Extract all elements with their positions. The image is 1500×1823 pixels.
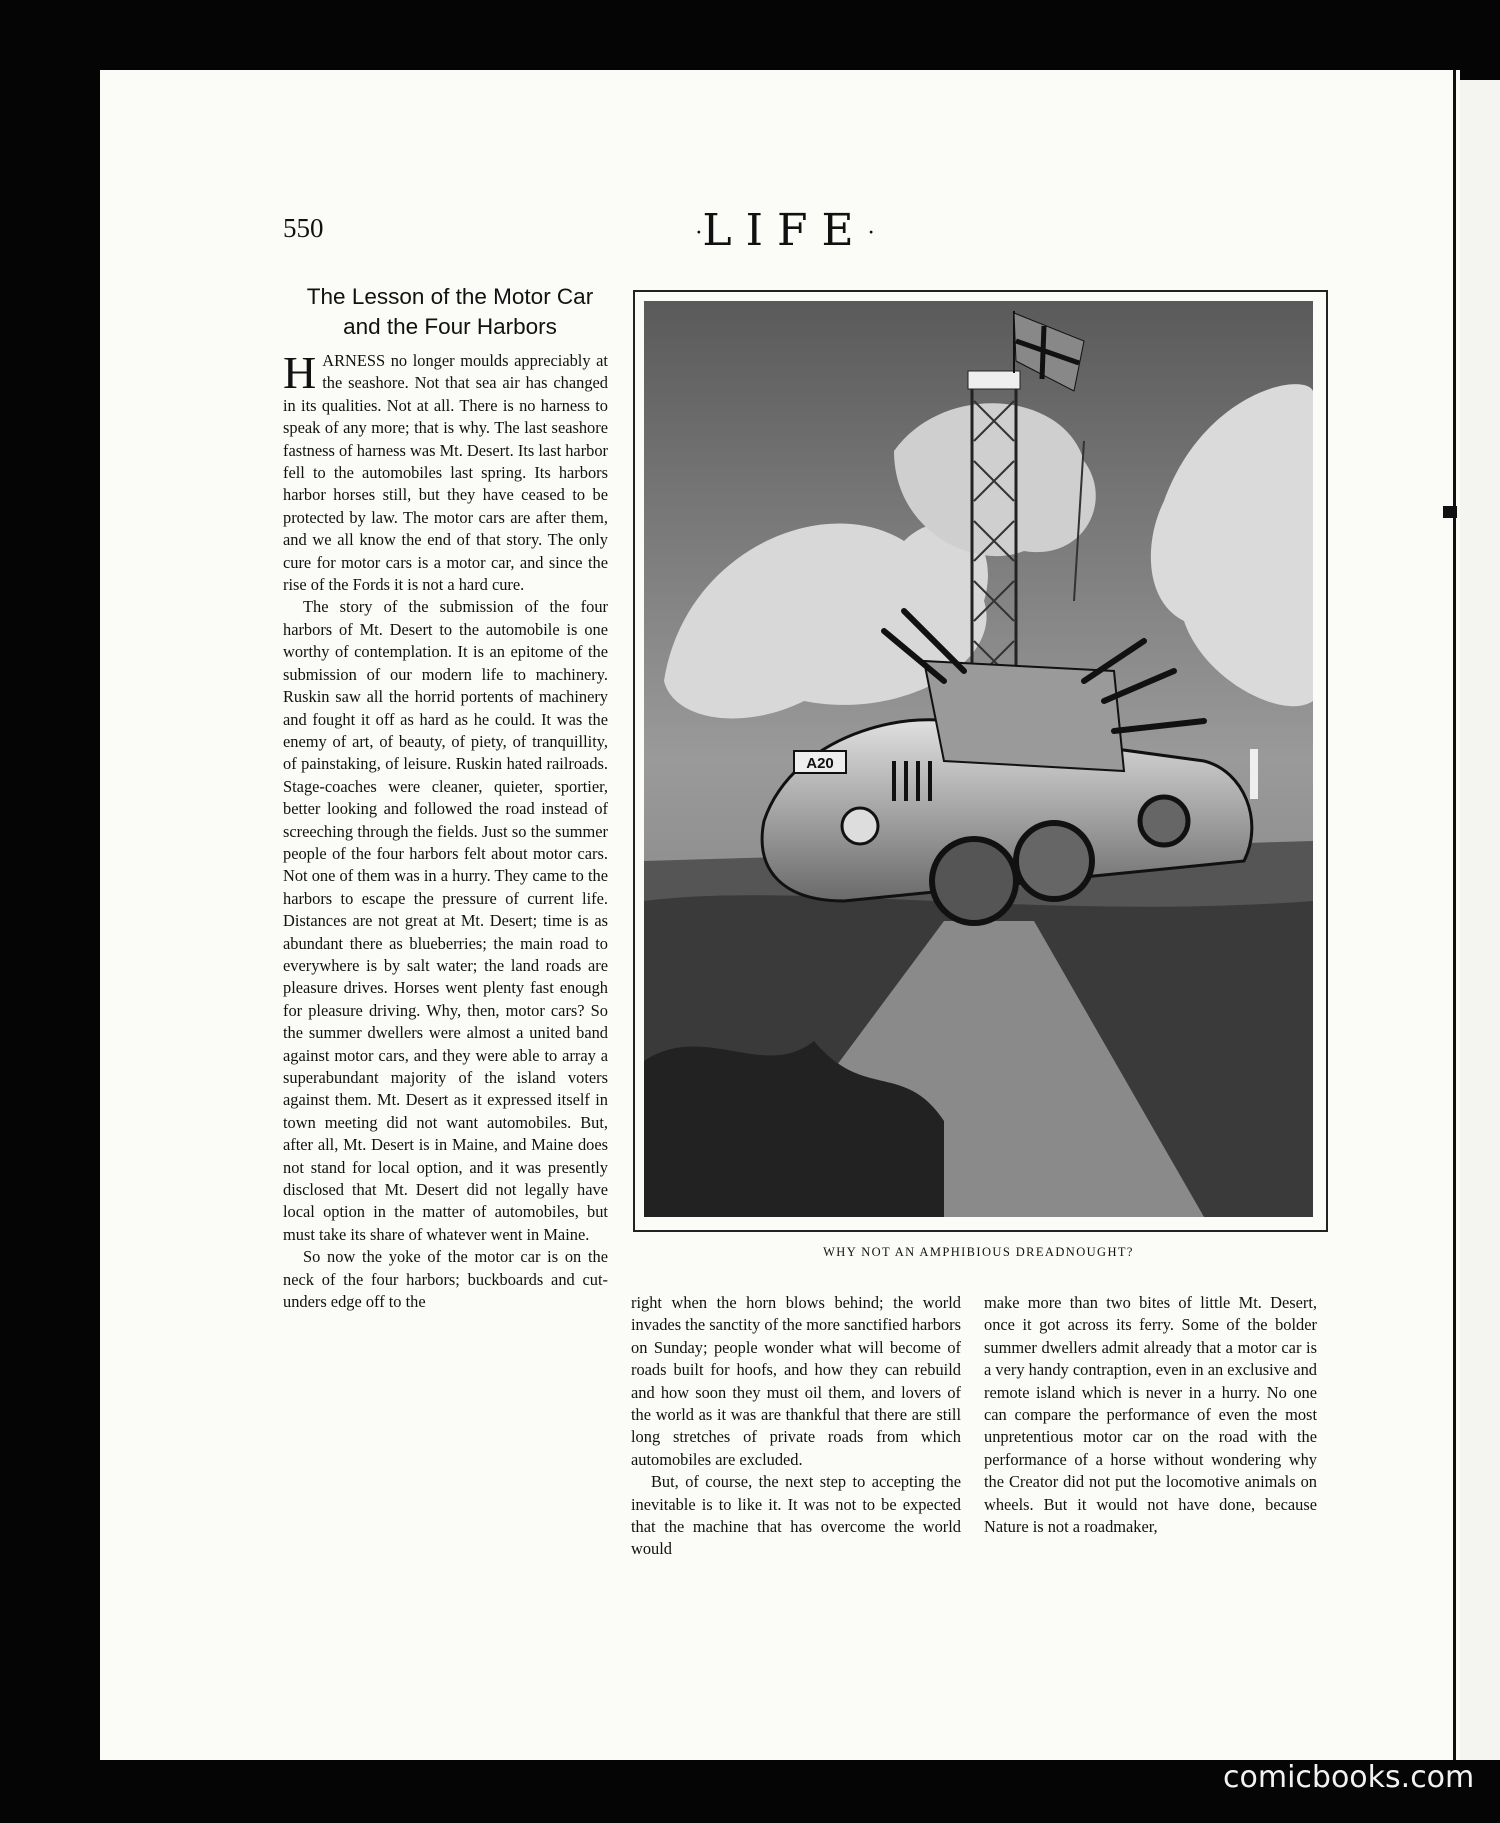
article-column-1 — [283, 347, 609, 1313]
mast-top — [968, 371, 1020, 389]
article-title-line-2: and the Four Harbors — [343, 314, 557, 339]
column-3-paragraph-1: make more than two bites of little Mt. Desert, once it got across its ferry. Some of the bolder summer dwellers admit already that a motor car is a very handy contraption, even in an exclusive and remote island which is never in a hurry. No one can compare the performance of even the most unpretentious motor car on the road with the performance of a horse without wondering why the Creator did not put the locomotive animals on wheels. But it would not have done, because Nature is not a roadmaker, — [984, 1293, 1317, 1537]
masthead-dot-right: · — [867, 221, 875, 246]
page-edge-divider — [1453, 70, 1456, 1760]
article-title — [284, 282, 616, 342]
article-title-line-1: The Lesson of the Motor Car — [306, 284, 594, 309]
plate-text: A20 — [806, 755, 834, 772]
illustration-caption: WHY NOT AN AMPHIBIOUS DREADNOUGHT? — [823, 1245, 1134, 1259]
lighthouse — [1250, 749, 1258, 799]
far-wheel — [1140, 797, 1188, 845]
column-2-paragraph-1: right when the horn blows behind; the world invades the sanctity of the more sanctified harbors on Sunday; people wonder what will become of roads built for hoofs, and how they can rebuild and how soon they must oil them, and lovers of the world as it was are thankful that there are still long stretches of private roads from which automobiles are excluded. — [631, 1293, 961, 1469]
article-column-2 — [631, 1292, 961, 1561]
article-column-3 — [984, 1292, 1317, 1538]
source-watermark: comicbooks.com — [1223, 1760, 1475, 1795]
page-number: 550 — [283, 213, 324, 243]
masthead-title: LIFE — [702, 205, 868, 256]
article-paragraph-3: So now the yoke of the motor car is on the neck of the four harbors; buckboards and cut-unders edge off to the — [283, 1247, 608, 1312]
drop-cap: H — [283, 347, 317, 398]
masthead — [680, 205, 890, 256]
column-2-paragraph-2: But, of course, the next step to accepting the inevitable is to like it. It was not to be expected that the machine that has overcome the world would — [631, 1472, 961, 1559]
amphibious-dreadnought-illustration — [644, 301, 1313, 1217]
article-paragraph-1 — [283, 347, 609, 596]
headlamp — [842, 808, 878, 844]
article-paragraph-2: The story of the submission of the four harbors of Mt. Desert to the automobile is one worthy of contemplation. It is an epitome of the submission of our modern life to machinery. Ruskin saw all the horrid portents of machinery and fought it off as hard as he could. It was the enemy of art, of beauty, of piety, of tranquillity, of painstaking, of leisure. Ruskin hated railroads. Stage-coaches were cleaner, quieter, sportier, better looking and followed the road instead of screeching through the fields. Just so the summer people of the four harbors felt about motor cars. Not one of them was in a hurry. They came to the harbors to escape the pressure of current life. Distances are not great at Mt. Desert; time is as abundant there as blueberries; the main road to everywhere is by salt water; the land roads are pleasure drives. Horses went plenty fast enough for pleasure driving. Why, then, motor cars? So the summer dwellers were almost a united band against motor cars, and they were able to array a superabundant majority of the island voters against them. Mt. Desert as it expressed itself in town meeting did not want automobiles. But, after all, Mt. Desert is in Maine, and Maine does not stand for local option, and it was presently disclosed that Mt. Desert did not legally have local option in the matter of automobiles, but must take its share of whatever went in Maine. — [283, 597, 608, 1244]
rear-wheel — [1016, 823, 1092, 899]
binding-mark — [1443, 506, 1457, 518]
masthead-dot-left: · — [695, 221, 703, 246]
adjacent-page — [1460, 80, 1500, 1760]
illustration-frame — [633, 290, 1328, 1232]
front-wheel — [932, 839, 1016, 923]
paragraph-1-text: ARNESS no longer moulds appreciably at the seashore. Not that sea air has changed in its qualities. Not at all. There is no harness to speak of any more; that is why. The last seashore fastness of harness was Mt. Desert. Its last harbor fell to the automobiles last spring. Its harbors harbor horses still, but they have ceased to be protected by law. The motor cars are after them, and we all know the end of that story. The only cure for motor cars is a motor car, and since the rise of the Fords it is not a hard cure. — [283, 351, 609, 595]
